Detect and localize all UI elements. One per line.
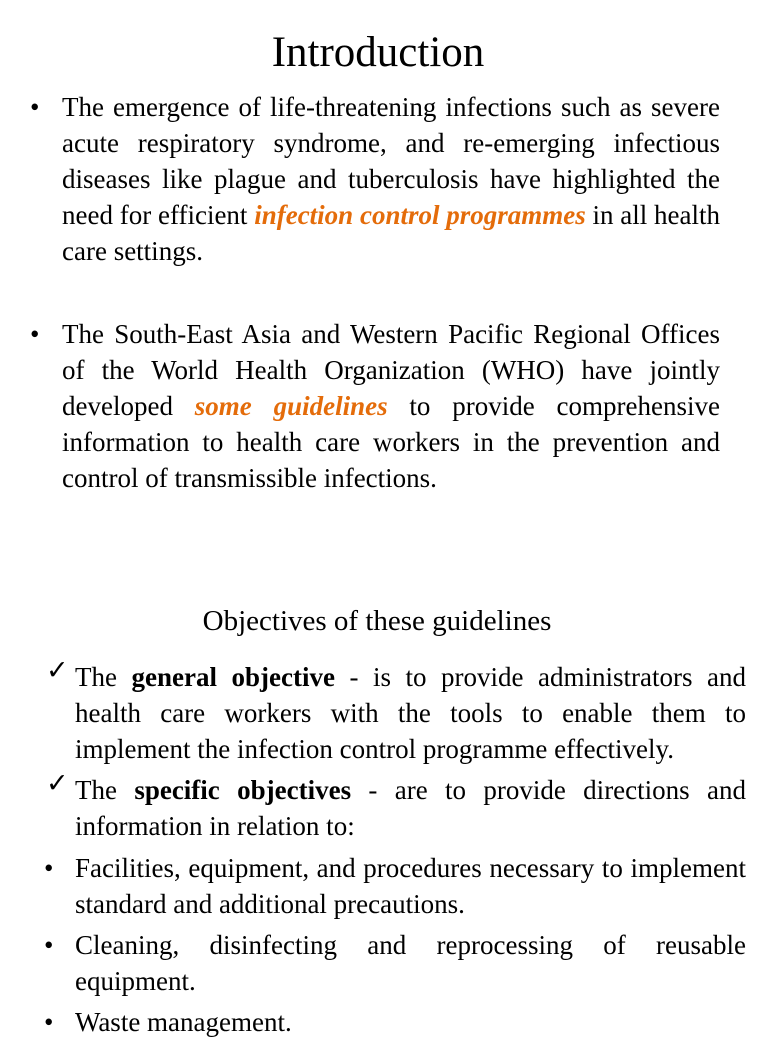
intro-paragraph-1-text: The emergence of life-threatening infections such as severe acute respiratory syndrome, and re-emerging infectious diseases like plague and tuberculosis have highlighted the need for efficient [62,92,720,230]
bullet-icon: • [30,319,40,349]
page-title: Introduction [271,29,485,76]
specific-objectives-prefix: The [75,775,135,805]
intro-paragraph-1 [62,89,720,269]
bullet-icon: • [30,92,40,122]
intro-paragraph-2-text: The South-East Asia and Western Pacific Regional Offices of the World Health Organization (WHO) have jointly developed [62,319,720,421]
intro-paragraph-2-tail: to provide comprehensive information to health care workers in the prevention and control of transmissible infections. [62,391,720,493]
objective-item: Cleaning, disinfecting and reprocessing of reusable equipment. [75,930,746,996]
intro-paragraph-1-tail: in all health care settings. [62,200,720,266]
intro-paragraph-2-highlight: some guidelines [194,391,388,421]
intro-paragraph-1-highlight: infection control programmes [254,200,586,230]
specific-objectives-label: specific objectives [134,775,352,805]
bullet-icon: • [44,853,54,883]
specific-objectives-text: - are to provide directions and information in relation to: [75,775,746,841]
general-objective [75,659,746,767]
checkmark-icon: ✓ [46,768,69,798]
general-objective-label: general objective [131,662,335,692]
intro-paragraph-2 [62,316,720,496]
objective-item: Waste management. [75,1007,292,1037]
bullet-icon: • [44,930,54,960]
general-objective-text: - is to provide administrators and health care workers with the tools to enable them to implement the infection control programme effectively. [75,662,747,764]
specific-objectives [75,772,746,844]
objective-item: Facilities, equipment, and procedures necessary to implement standard and additional precautions. [75,853,746,919]
objectives-heading: Objectives of these guidelines [202,605,552,637]
checkmark-icon: ✓ [46,655,69,685]
general-objective-prefix: The [75,662,132,692]
bullet-icon: • [44,1007,54,1037]
